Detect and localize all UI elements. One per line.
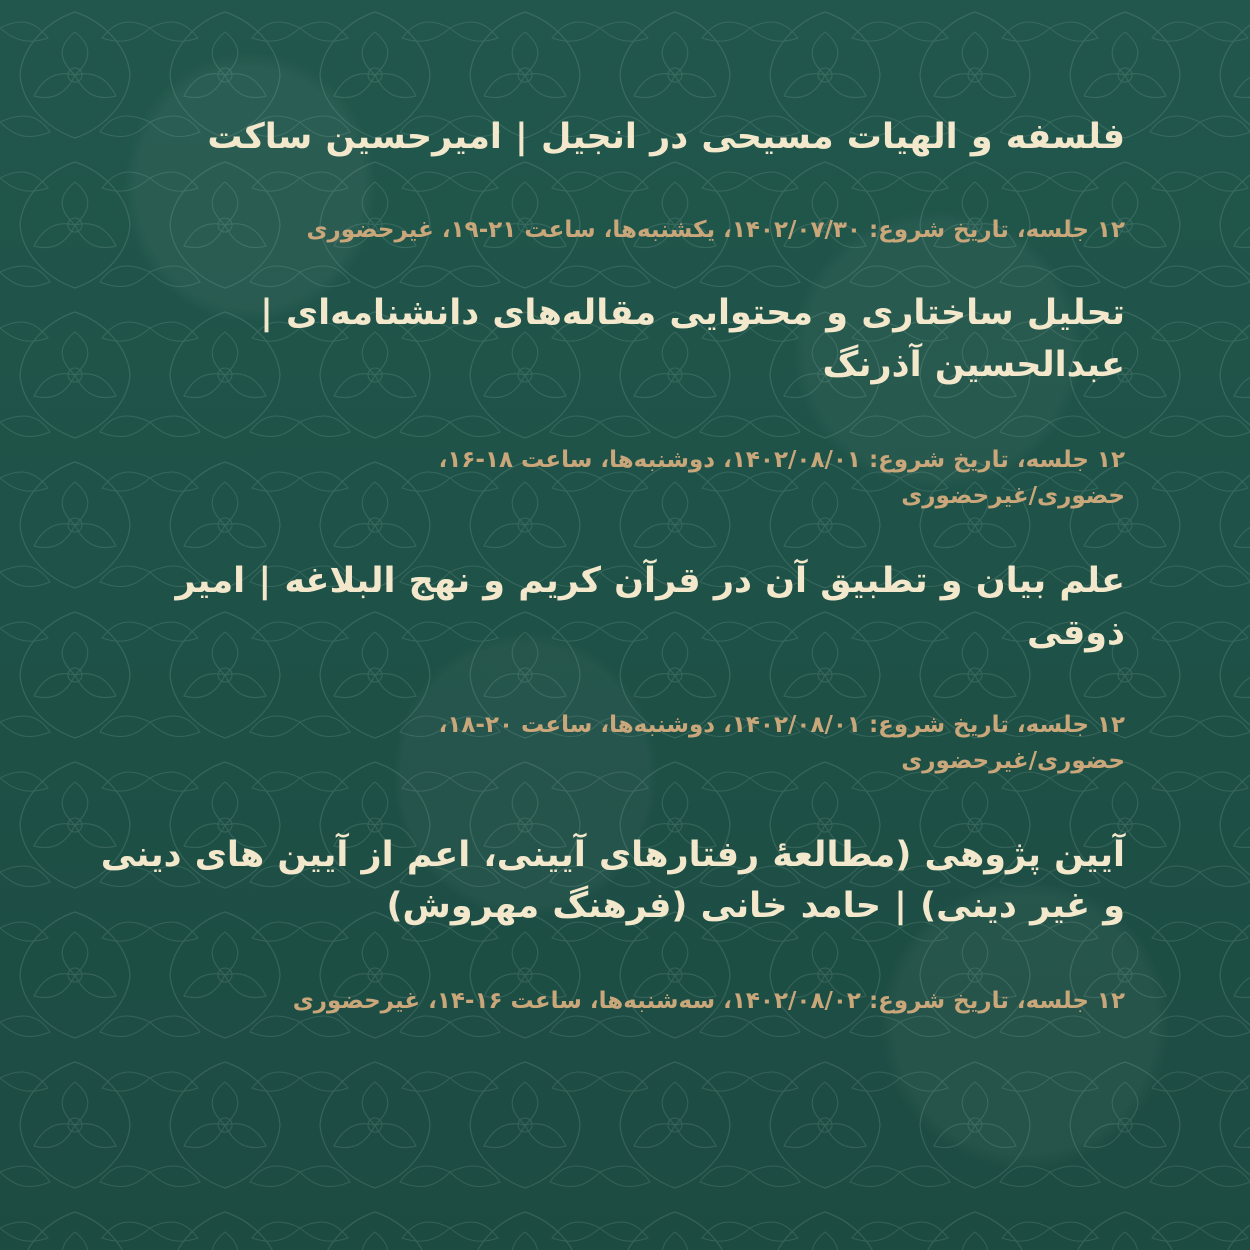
course-details: [92, 212, 1125, 248]
course-details-line-1: ۱۲ جلسه، تاریخ شروع: ۱۴۰۲/۰۷/۳۰، یکشنبه‌ها، ساعت ۲۱-۱۹، غیرحضوری: [306, 216, 1125, 243]
course-details-line-1: ۱۲ جلسه، تاریخ شروع: ۱۴۰۲/۰۸/۰۱، دوشنبه‌ها، ساعت ۱۸-۱۶،: [438, 446, 1125, 473]
course-title: تحلیل ساختاری و محتوایی مقاله‌های دانشنامه‌ای | عبدالحسین آذرنگ: [260, 292, 1125, 385]
course-title: علم بیان و تطبیق آن در قرآن کریم و نهج البلاغه | امیر ذوقی: [175, 560, 1125, 653]
course-details: [92, 983, 1125, 1019]
course-details: [92, 707, 1125, 779]
course-item: [92, 556, 1125, 780]
course-item: [92, 112, 1125, 248]
course-details: [92, 442, 1125, 514]
course-item: [92, 288, 1125, 514]
course-details-line-2: حضوری/غیرحضوری: [901, 482, 1125, 509]
course-details-line-1: ۱۲ جلسه، تاریخ شروع: ۱۴۰۲/۰۸/۰۲، سه‌شنبه‌ها، ساعت ۱۶-۱۴، غیرحضوری: [292, 988, 1125, 1015]
course-details-line-2: حضوری/غیرحضوری: [901, 748, 1125, 775]
course-item: [92, 830, 1125, 1020]
course-title: فلسفه و الهیات مسیحی در انجیل | امیرحسین ساکت: [207, 117, 1125, 157]
course-title: آیین پژوهی (مطالعهٔ رفتارهای آیینی، اعم از آیین های دینی و غیر دینی) | حامد خانی (فرهنگ مهروش): [100, 834, 1125, 927]
course-list: [92, 112, 1125, 1019]
course-details-line-1: ۱۲ جلسه، تاریخ شروع: ۱۴۰۲/۰۸/۰۱، دوشنبه‌ها، ساعت ۲۰-۱۸،: [438, 712, 1125, 739]
